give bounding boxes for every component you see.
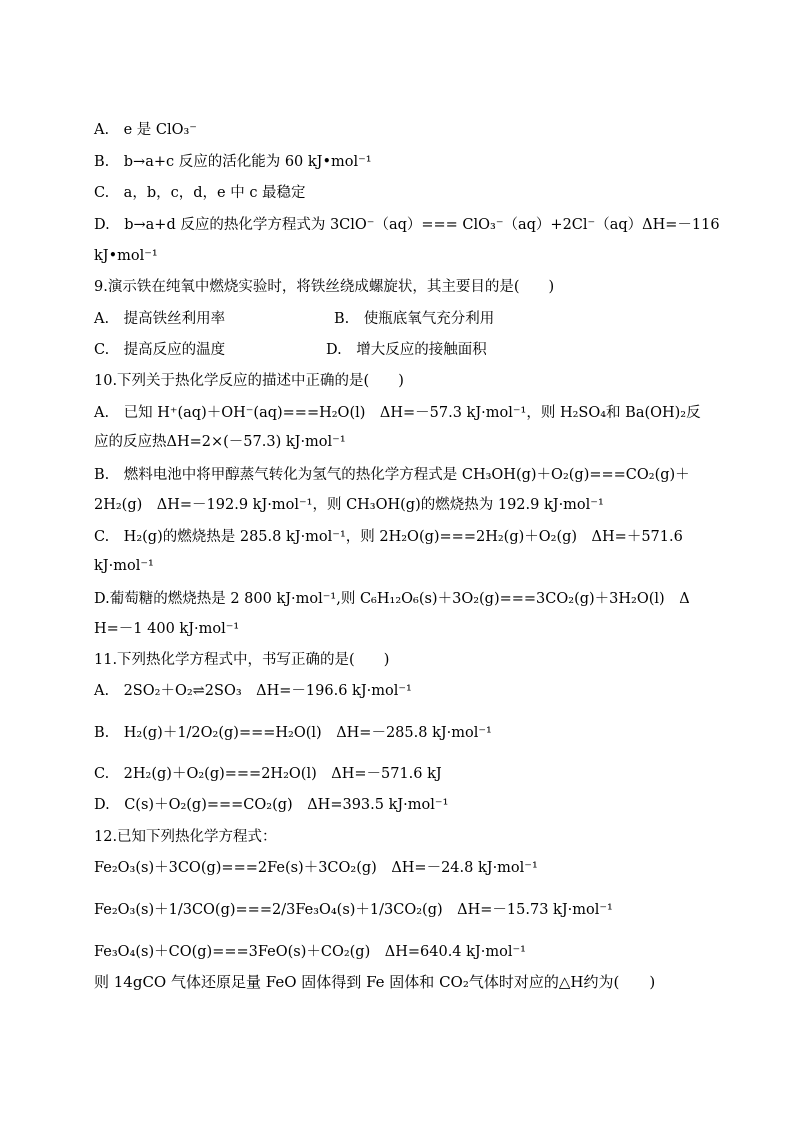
q10-option-a-line2: 应的反应热ΔH=2×(－57.3) kJ·mol⁻¹ — [94, 434, 346, 450]
q12-equation-3: Fe₃O₄(s)＋CO(g)===3FeO(s)＋CO₂(g) ΔH=640.4 kJ·mol⁻¹ — [94, 944, 526, 960]
q10-option-d-line2: H=－1 400 kJ·mol⁻¹ — [94, 621, 240, 637]
q11-option-c: C. 2H₂(g)＋O₂(g)===2H₂O(l) ΔH=－571.6 kJ — [94, 766, 442, 782]
q8-option-c: C. a，b，c，d，e 中 c 最稳定 — [94, 185, 306, 201]
q12-equation-2: Fe₂O₃(s)＋1/3CO(g)===2/3Fe₃O₄(s)＋1/3CO₂(g) ΔH=－15.73 kJ·mol⁻¹ — [94, 902, 613, 918]
q9-option-d: D. 增大反应的接触面积 — [326, 342, 487, 358]
q8-option-a: A. e 是 ClO₃⁻ — [94, 122, 197, 138]
q8-option-d-line1: D. b→a+d 反应的热化学方程式为 3ClO⁻（aq）=== ClO₃⁻（aq）+2Cl⁻（aq）ΔH=－116 — [94, 217, 720, 233]
q10-option-c-line2: kJ·mol⁻¹ — [94, 558, 154, 574]
q12-question: 则 14gCO 气体还原足量 FeO 固体得到 Fe 固体和 CO₂气体时对应的△H约为( ) — [94, 973, 656, 991]
q10-stem: 10.下列关于热化学反应的描述中正确的是( ) — [94, 373, 404, 389]
q10-option-b-line1: B. 燃料电池中将甲醇蒸气转化为氢气的热化学方程式是 CH₃OH(g)＋O₂(g)===CO₂(g)＋ — [94, 467, 690, 483]
q10-option-b-line2: 2H₂(g) ΔH=－192.9 kJ·mol⁻¹，则 CH₃OH(g)的燃烧热为 192.9 kJ·mol⁻¹ — [94, 497, 604, 513]
q11-option-a: A. 2SO₂＋O₂⇌2SO₃ ΔH=－196.6 kJ·mol⁻¹ — [94, 683, 412, 699]
q12-stem: 12.已知下列热化学方程式： — [94, 829, 277, 845]
q10-option-c-line1: C. H₂(g)的燃烧热是 285.8 kJ·mol⁻¹，则 2H₂O(g)===2H₂(g)＋O₂(g) ΔH=＋571.6 — [94, 529, 683, 545]
q9-option-c: C. 提高反应的温度 — [94, 342, 226, 358]
q10-option-a-line1: A. 已知 H⁺(aq)＋OH⁻(aq)===H₂O(l) ΔH=－57.3 kJ·mol⁻¹，则 H₂SO₄和 Ba(OH)₂反 — [94, 405, 701, 421]
q8-option-b: B. b→a+c 反应的活化能为 60 kJ•mol⁻¹ — [94, 154, 372, 170]
q11-stem: 11.下列热化学方程式中，书写正确的是( ) — [94, 652, 390, 668]
q11-option-d: D. C(s)＋O₂(g)===CO₂(g) ΔH=393.5 kJ·mol⁻¹ — [94, 797, 449, 813]
q12-equation-1: Fe₂O₃(s)＋3CO(g)===2Fe(s)＋3CO₂(g) ΔH=－24.8 kJ·mol⁻¹ — [94, 860, 538, 876]
q9-option-b: B. 使瓶底氧气充分利用 — [334, 311, 495, 327]
q10-option-d-line1: D.葡萄糖的燃烧热是 2 800 kJ·mol⁻¹,则 C₆H₁₂O₆(s)＋3O₂(g)===3CO₂(g)＋3H₂O(l) Δ — [94, 591, 690, 607]
q11-option-b: B. H₂(g)＋1/2O₂(g)===H₂O(l) ΔH=－285.8 kJ·mol⁻¹ — [94, 725, 492, 741]
q8-option-d-line2: kJ•mol⁻¹ — [94, 248, 158, 264]
q9-option-a: A. 提高铁丝利用率 — [94, 311, 226, 327]
q9-stem: 9.演示铁在纯氧中燃烧实验时，将铁丝绕成螺旋状，其主要目的是( ) — [94, 279, 555, 295]
